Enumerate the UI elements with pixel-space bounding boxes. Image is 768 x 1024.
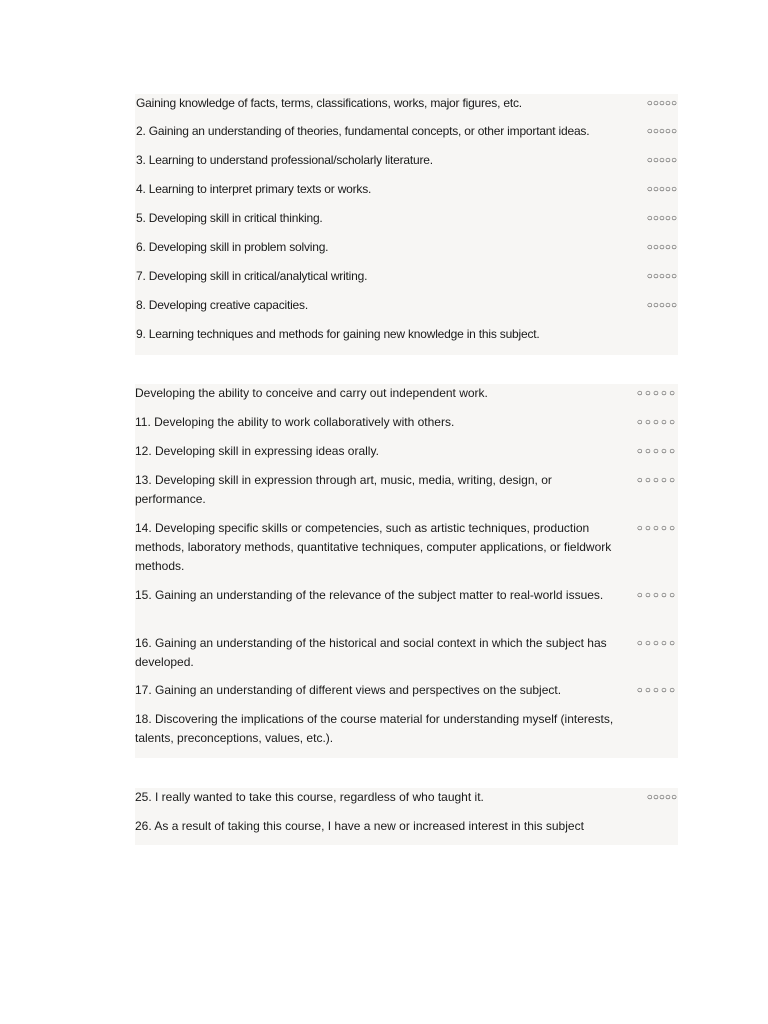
survey-item <box>135 413 678 432</box>
item-text: 16. Gaining an understanding of the historical and social context in which the subject has developed. <box>135 636 607 669</box>
item-text: Gaining knowledge of facts, terms, classifications, works, major figures, etc. <box>136 96 522 110</box>
survey-item <box>135 681 678 700</box>
item-text: Developing the ability to conceive and carry out independent work. <box>135 386 488 400</box>
item-text: 15. Gaining an understanding of the relevance of the subject matter to real-world issues. <box>135 588 604 602</box>
rating-options[interactable]: ○○○○○ <box>646 792 677 803</box>
survey-section-3 <box>135 788 678 845</box>
item-text: 8. Developing creative capacities. <box>136 298 308 312</box>
rating-options[interactable]: ○○○○○ <box>636 685 677 696</box>
item-text: 26. As a result of taking this course, I have a new or increased interest in this subject <box>135 819 584 833</box>
survey-item <box>135 710 678 748</box>
survey-item <box>135 122 678 151</box>
survey-item <box>135 209 678 238</box>
survey-item <box>135 586 678 605</box>
survey-item <box>135 634 678 672</box>
survey-item <box>135 267 678 296</box>
item-text: 13. Developing skill in expression through art, music, media, writing, design, or performance. <box>135 473 552 506</box>
survey-section-1 <box>135 94 678 355</box>
rating-options[interactable]: ○○○○○ <box>636 417 677 428</box>
item-text: 6. Developing skill in problem solving. <box>136 240 329 254</box>
rating-options[interactable]: ○○○○○ <box>646 98 677 109</box>
rating-options[interactable]: ○○○○○ <box>636 590 677 601</box>
rating-options[interactable]: ○○○○○ <box>646 300 677 311</box>
item-text: 14. Developing specific skills or competencies, such as artistic techniques, production methods, laboratory methods, quantitative techniques, computer applications, or fieldwork methods. <box>135 521 612 573</box>
item-text: 2. Gaining an understanding of theories, fundamental concepts, or other important ideas. <box>136 124 590 138</box>
rating-options[interactable]: ○○○○○ <box>636 388 677 399</box>
item-text: 25. I really wanted to take this course, regardless of who taught it. <box>135 790 484 804</box>
rating-options[interactable]: ○○○○○ <box>636 475 677 486</box>
rating-options[interactable]: ○○○○○ <box>646 184 677 195</box>
rating-options[interactable]: ○○○○○ <box>636 638 677 649</box>
survey-item <box>135 442 678 461</box>
survey-item <box>135 180 678 209</box>
rating-options[interactable]: ○○○○○ <box>636 523 677 534</box>
rating-options[interactable]: ○○○○○ <box>646 155 677 166</box>
item-text: 9. Learning techniques and methods for gaining new knowledge in this subject. <box>136 327 540 341</box>
survey-item <box>135 788 678 817</box>
survey-item <box>135 94 678 123</box>
item-text: 17. Gaining an understanding of different views and perspectives on the subject. <box>135 683 562 697</box>
item-text: 5. Developing skill in critical thinking. <box>136 211 323 225</box>
item-text: 3. Learning to understand professional/scholarly literature. <box>136 153 433 167</box>
item-text: 12. Developing skill in expressing ideas orally. <box>135 444 379 458</box>
survey-section-2 <box>135 384 678 758</box>
survey-item <box>135 384 678 403</box>
rating-options[interactable]: ○○○○○ <box>646 271 677 282</box>
survey-item <box>135 519 678 576</box>
item-text: 11. Developing the ability to work collaboratively with others. <box>135 415 455 429</box>
item-text: 4. Learning to interpret primary texts or works. <box>136 182 372 196</box>
rating-options[interactable]: ○○○○○ <box>646 126 677 137</box>
survey-item <box>135 296 678 325</box>
survey-item <box>135 471 678 509</box>
survey-item <box>135 238 678 267</box>
survey-item <box>135 151 678 180</box>
survey-item <box>135 325 678 354</box>
item-text: 18. Discovering the implications of the course material for understanding myself (interests, talents, preconceptions, values, etc.). <box>135 712 614 745</box>
rating-options[interactable]: ○○○○○ <box>646 213 677 224</box>
item-text: 7. Developing skill in critical/analytical writing. <box>136 269 368 283</box>
rating-options[interactable]: ○○○○○ <box>636 446 677 457</box>
rating-options[interactable]: ○○○○○ <box>646 242 677 253</box>
survey-item <box>135 817 678 846</box>
